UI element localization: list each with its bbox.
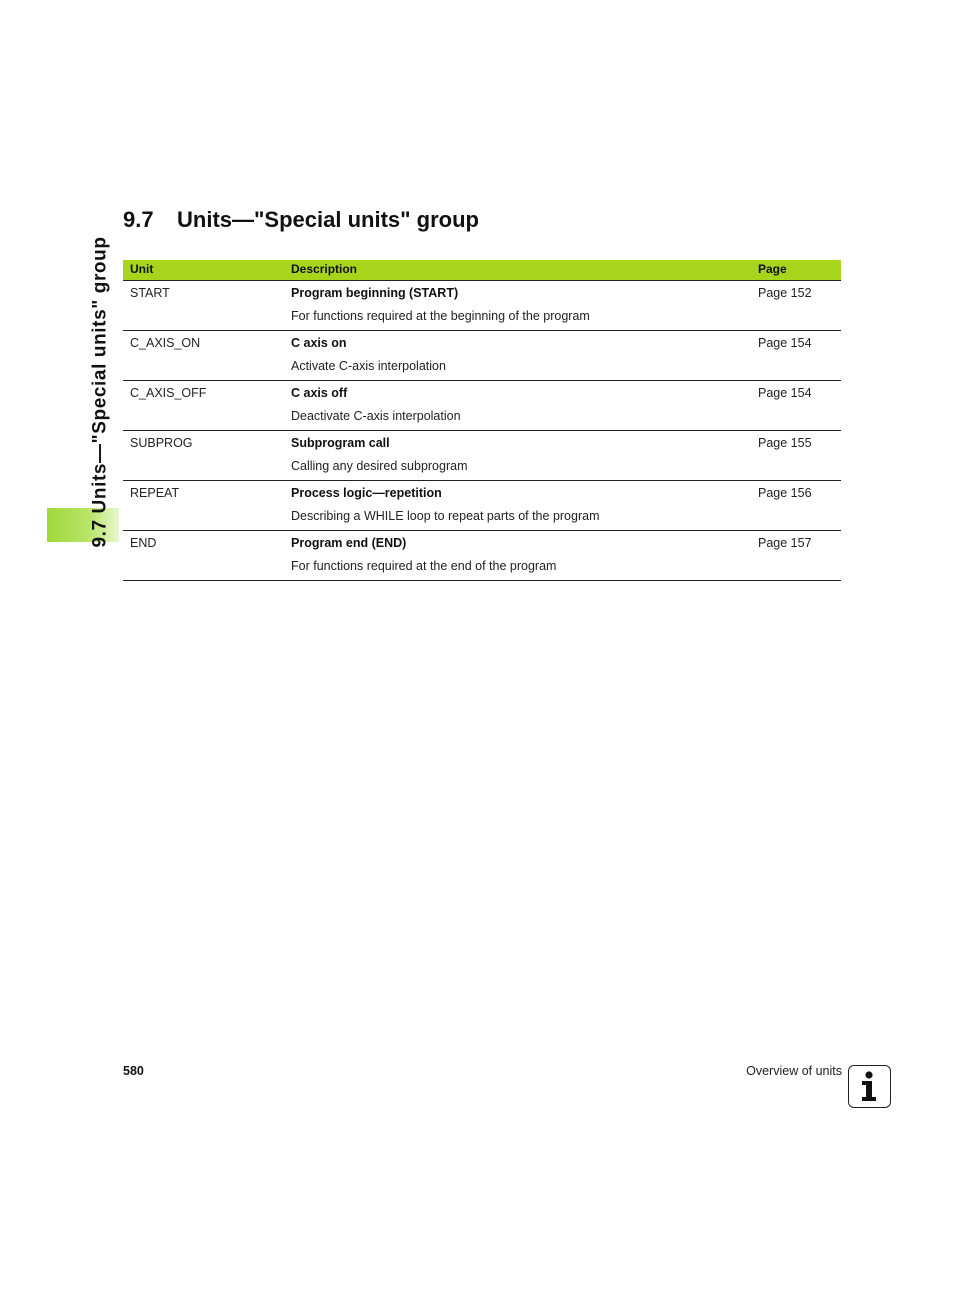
header-unit: Unit — [130, 262, 154, 276]
section-number: 9.7 — [123, 207, 154, 232]
unit-name: END — [130, 536, 157, 550]
page-reference[interactable]: Page 157 — [758, 536, 812, 550]
page-title — [123, 207, 479, 233]
table-row — [123, 431, 841, 481]
unit-name: REPEAT — [130, 486, 180, 500]
table-header — [123, 260, 841, 281]
footer-section-title: Overview of units — [746, 1064, 842, 1078]
unit-description: Deactivate C-axis interpolation — [291, 409, 461, 423]
unit-description: For functions required at the end of the program — [291, 559, 557, 573]
page-reference[interactable]: Page 155 — [758, 436, 812, 450]
table-row — [123, 481, 841, 531]
unit-description: Describing a WHILE loop to repeat parts of the program — [291, 509, 600, 523]
info-glyph — [849, 1066, 889, 1106]
unit-title: Subprogram call — [291, 436, 390, 450]
unit-title: Program beginning (START) — [291, 286, 459, 300]
page-reference[interactable]: Page 152 — [758, 286, 812, 300]
page-reference[interactable]: Page 154 — [758, 386, 812, 400]
section-title: Units—"Special units" group — [177, 207, 479, 232]
header-description: Description — [291, 262, 358, 276]
unit-title: C axis on — [291, 336, 347, 350]
unit-description: Calling any desired subprogram — [291, 459, 468, 473]
unit-title: C axis off — [291, 386, 348, 400]
units-table — [123, 260, 841, 581]
table-row — [123, 331, 841, 381]
unit-title: Process logic—repetition — [291, 486, 442, 500]
header-page: Page — [758, 262, 787, 276]
side-chapter-title: 9.7 Units—"Special units" group — [90, 236, 112, 548]
table-row — [123, 281, 841, 331]
page-reference[interactable]: Page 154 — [758, 336, 812, 350]
unit-name: SUBPROG — [130, 436, 193, 450]
unit-title: Program end (END) — [291, 536, 407, 550]
table-row — [123, 381, 841, 431]
page-reference[interactable]: Page 156 — [758, 486, 812, 500]
unit-description: Activate C-axis interpolation — [291, 359, 446, 373]
unit-name: START — [130, 286, 170, 300]
table-row — [123, 531, 841, 581]
info-icon — [848, 1065, 891, 1108]
unit-name: C_AXIS_OFF — [130, 386, 207, 400]
unit-name: C_AXIS_ON — [130, 336, 201, 350]
page-number: 580 — [123, 1064, 144, 1078]
unit-description: For functions required at the beginning of the program — [291, 309, 590, 323]
